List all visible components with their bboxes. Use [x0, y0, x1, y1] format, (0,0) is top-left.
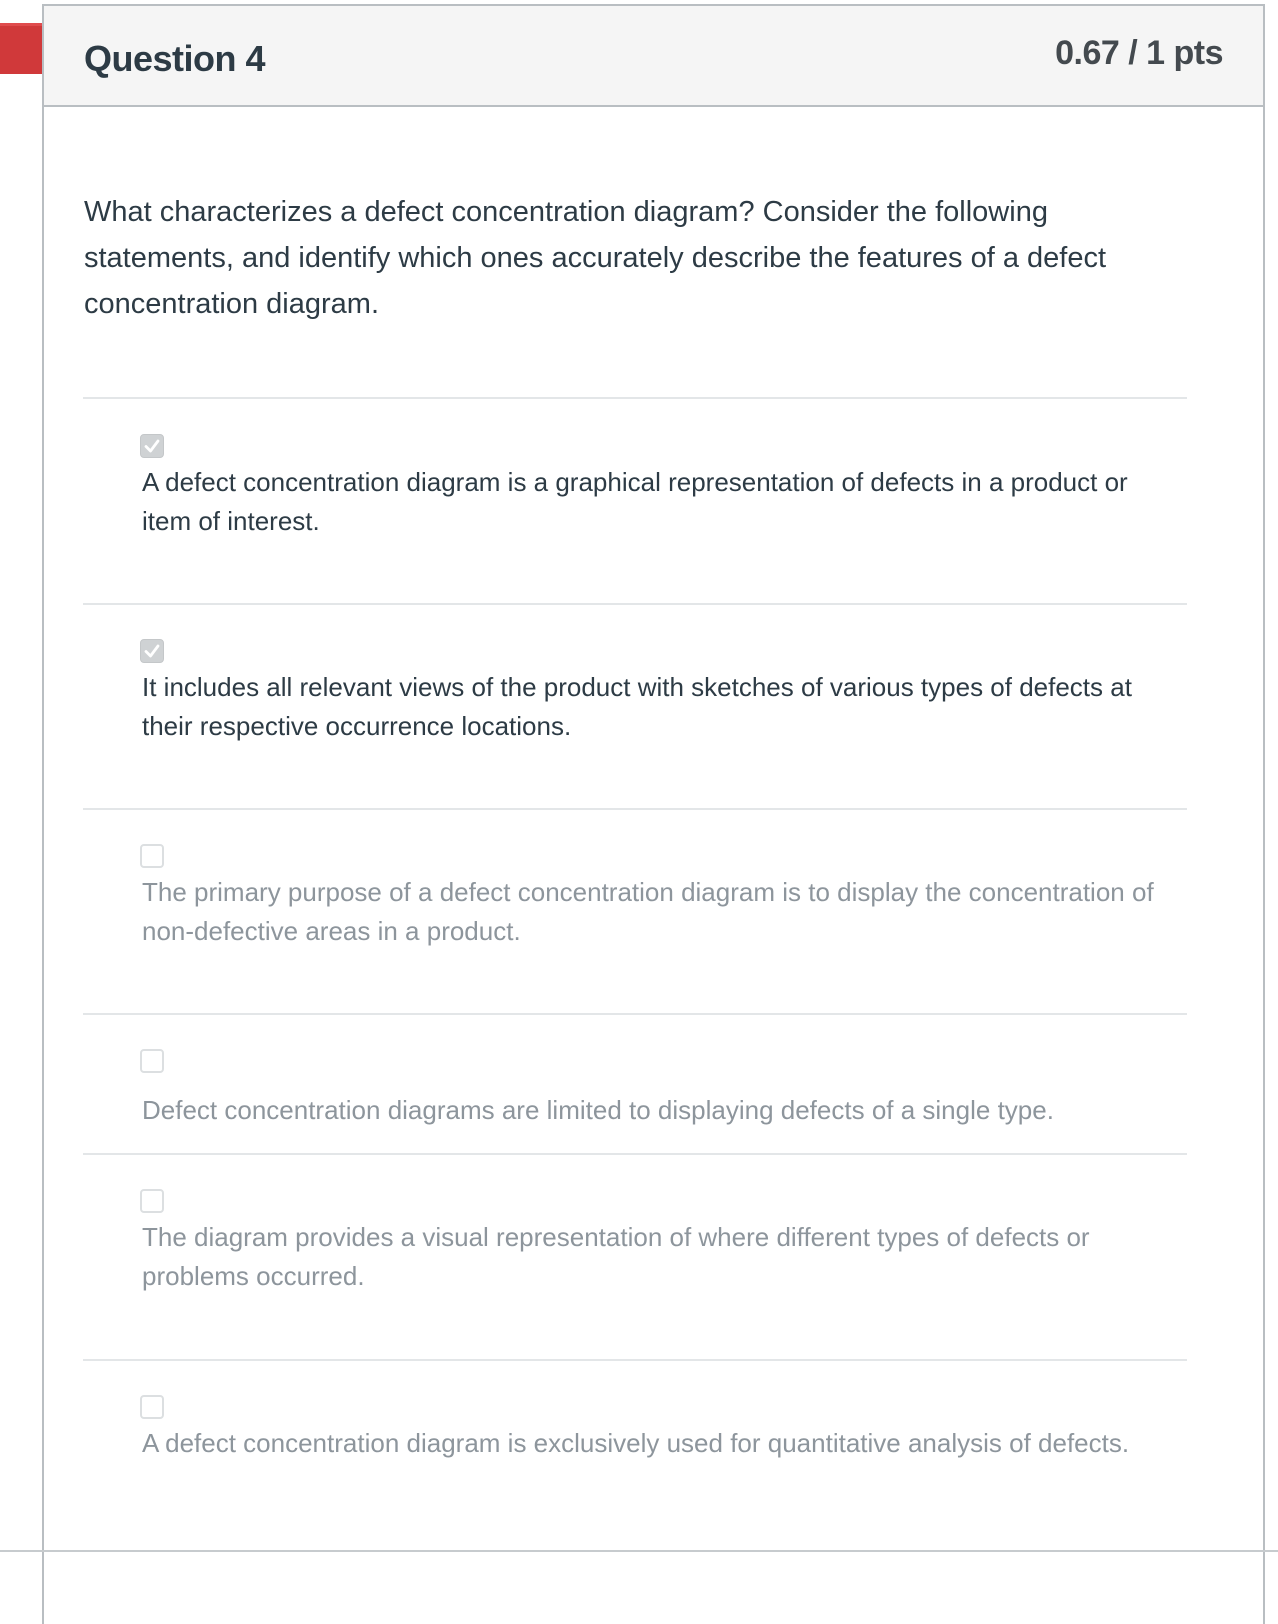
checkbox-unchecked[interactable] [140, 1189, 164, 1213]
answer-label: The diagram provides a visual representation of where different types of defects or problems occurred. [142, 1222, 1090, 1291]
checkbox-checked[interactable] [140, 434, 164, 458]
answer-list [83, 397, 1187, 1555]
checkbox-unchecked[interactable] [140, 1395, 164, 1419]
checkbox-checked[interactable] [140, 639, 164, 663]
question-text: What characterizes a defect concentration diagram? Consider the following statements, and identify which ones accurately describe the features of a defect concentration diagram. [84, 196, 1107, 320]
question-card [42, 4, 1265, 1624]
answer-label: The primary purpose of a defect concentration diagram is to display the concentration of non-defective areas in a product. [142, 877, 1154, 946]
answer-option[interactable] [83, 1013, 1187, 1153]
answer-option[interactable] [83, 1359, 1187, 1555]
answer-option[interactable] [83, 1153, 1187, 1359]
answer-option[interactable] [83, 808, 1187, 1013]
answer-label: A defect concentration diagram is a graphical representation of defects in a product or item of interest. [142, 467, 1128, 536]
check-icon [143, 437, 161, 455]
question-points: 0.67 / 1 pts [1055, 34, 1223, 72]
answer-option[interactable] [83, 603, 1187, 808]
answer-label: It includes all relevant views of the product with sketches of various types of defects at their respective occurrence locations. [142, 672, 1132, 741]
checkbox-unchecked[interactable] [140, 844, 164, 868]
divider [0, 1550, 1278, 1552]
checkbox-unchecked[interactable] [140, 1049, 164, 1073]
question-title: Question 4 [84, 38, 266, 79]
answer-option[interactable] [83, 397, 1187, 603]
question-header [44, 6, 1263, 107]
answer-label: Defect concentration diagrams are limited to displaying defects of a single type. [142, 1095, 1054, 1125]
check-icon [143, 642, 161, 660]
answer-label: A defect concentration diagram is exclusively used for quantitative analysis of defects. [142, 1428, 1130, 1458]
